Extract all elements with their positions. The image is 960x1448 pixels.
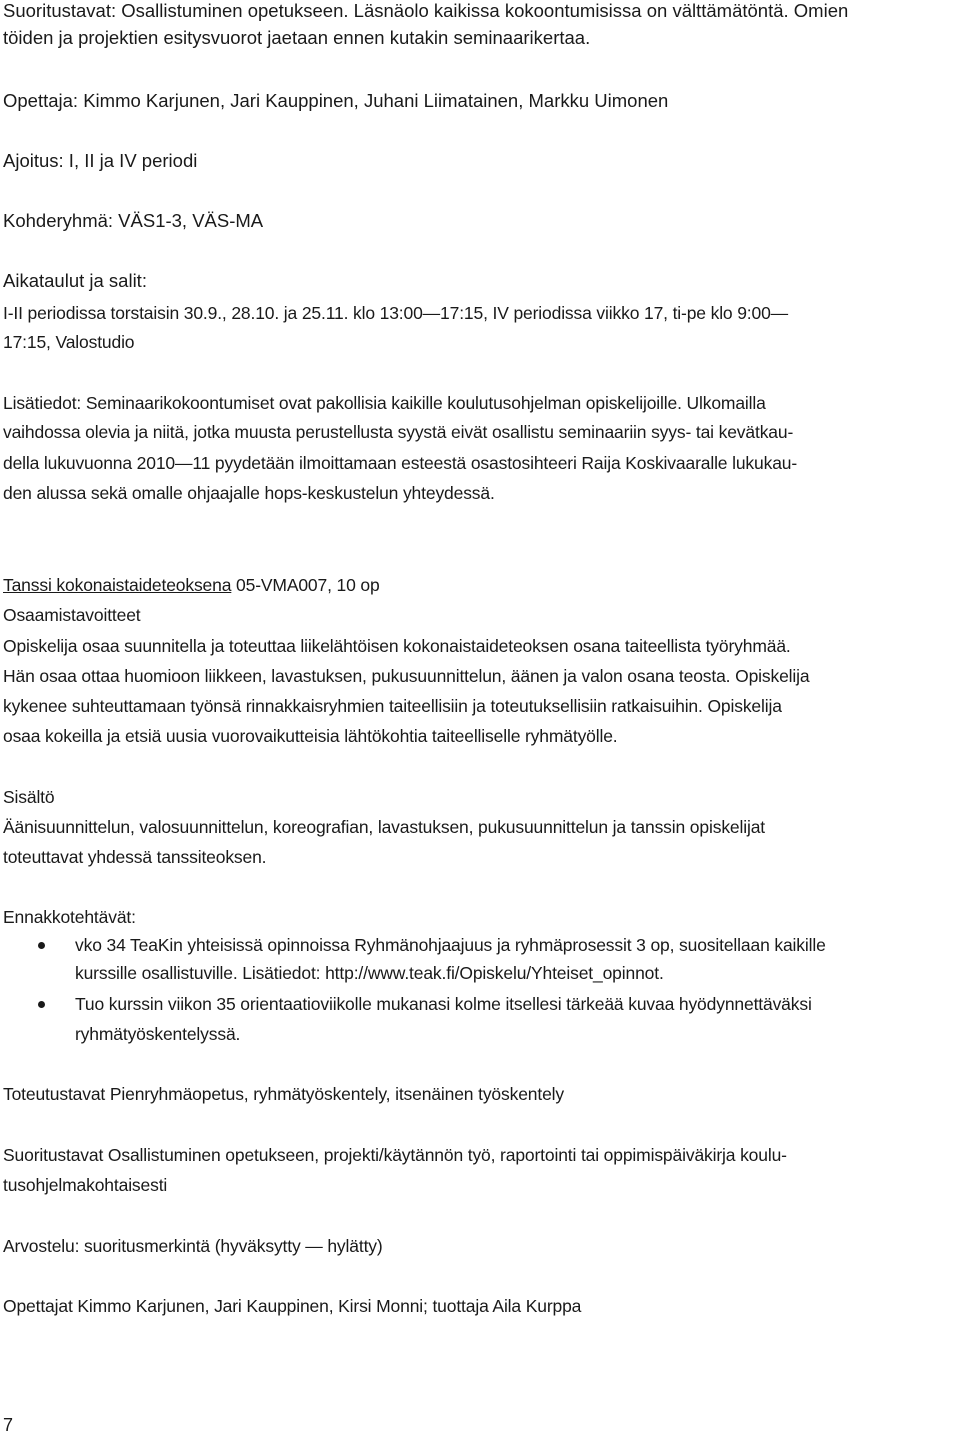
schedule-line-1: I-II periodissa torstaisin 30.9., 28.10. ja 25.11. klo 13:00—17:15, IV periodissa viikko 17, ti-pe klo 9:00— [3, 303, 789, 323]
goals-line-1: Opiskelija osaa suunnitella ja toteuttaa liikelähtöisen kokonaistaideteoksen osana taiteellista työryhmää. [3, 636, 791, 656]
bullet-1-line-1: vko 34 TeaKin yhteisissä opinnoissa Ryhmänohjaajuus ja ryhmäprosessit 3 op, suositellaan kaikille [75, 935, 826, 955]
timing-line: Ajoitus: I, II ja IV periodi [3, 150, 198, 171]
completion-method-line-2: töiden ja projektien esitysvuorot jaetaan ennen kutakin seminaarikertaa. [3, 27, 591, 48]
methods-line: Toteutustavat Pienryhmäopetus, ryhmätyöskentely, itsenäinen työskentely [3, 1084, 564, 1104]
info-line-3: della lukuvuonna 2010—11 pyydetään ilmoittamaan esteestä osastosihteeri Raija Koskivaaralle lukukau- [3, 453, 798, 473]
goals-line-2: Hän osaa ottaa huomioon liikkeen, lavastuksen, pukusuunnittelun, äänen ja valon osana teosta. Opiskelija [3, 666, 810, 686]
target-group-line: Kohderyhmä: VÄS1-3, VÄS-MA [3, 210, 264, 231]
goals-line-3: kykenee suhteuttamaan työnsä rinnakkaisryhmien taiteellisiin ja toteutuksellisiin ratkaisuihin. Opiskelija [3, 696, 782, 716]
bullet-dot-icon [38, 942, 45, 949]
bullet-1-line-2: kurssille osallistuville. Lisätiedot: http://www.teak.fi/Opiskelu/Yhteiset_opinnot. [75, 963, 664, 983]
bullet-2-line-2: ryhmätyöskentelyssä. [75, 1024, 241, 1044]
bullet-dot-icon [38, 1001, 45, 1008]
goals-heading: Osaamistavoitteet [3, 605, 141, 625]
info-line-2: vaihdossa olevia ja niitä, jotka muusta perustellusta syystä eivät osallistu seminaariin syys- tai kevätkau- [3, 422, 794, 442]
prerequisites-heading: Ennakkotehtävät: [3, 907, 136, 927]
course-title: Tanssi kokonaistaideteoksena [3, 575, 232, 595]
bullet-2-line-1: Tuo kurssin viikon 35 orientaatioviikolle mukanasi kolme itsellesi tärkeää kuvaa hyödynnettäväksi [75, 994, 812, 1014]
info-line-4: den alussa sekä omalle ohjaajalle hops-keskustelun yhteydessä. [3, 483, 495, 503]
content-heading: Sisältö [3, 787, 55, 807]
completion-line-2: tusohjelmakohtaisesti [3, 1175, 168, 1195]
teacher-line: Opettaja: Kimmo Karjunen, Jari Kauppinen, Juhani Liimatainen, Markku Uimonen [3, 90, 669, 111]
teachers-line: Opettajat Kimmo Karjunen, Jari Kauppinen, Kirsi Monni; tuottaja Aila Kurppa [3, 1296, 582, 1316]
schedule-heading: Aikataulut ja salit: [3, 270, 147, 291]
goals-line-4: osaa kokeilla ja etsiä uusia vuorovaikutteisia lähtökohtia taiteelliselle ryhmätyölle. [3, 726, 618, 746]
course-heading [3, 574, 380, 596]
completion-method-line-1: Suoritustavat: Osallistuminen opetukseen. Läsnäolo kaikissa kokoontumisissa on välttämätöntä. Omien [3, 0, 849, 21]
completion-line-1: Suoritustavat Osallistuminen opetukseen, projekti/käytännön työ, raportointi tai oppimispäiväkirja koulu- [3, 1145, 787, 1165]
content-line-1: Äänisuunnittelun, valosuunnittelun, koreografian, lavastuksen, pukusuunnittelun ja tanssin opiskelijat [3, 817, 766, 837]
course-code: 05-VMA007, 10 op [231, 575, 380, 595]
content-line-2: toteuttavat yhdessä tanssiteoksen. [3, 847, 267, 867]
page-number: 7 [3, 1415, 14, 1435]
schedule-line-2: 17:15, Valostudio [3, 332, 135, 352]
grading-line: Arvostelu: suoritusmerkintä (hyväksytty — hylätty) [3, 1236, 383, 1256]
info-line-1: Lisätiedot: Seminaarikokoontumiset ovat pakollisia kaikille koulutusohjelman opiskelijoille. Ulkomailla [3, 393, 766, 413]
